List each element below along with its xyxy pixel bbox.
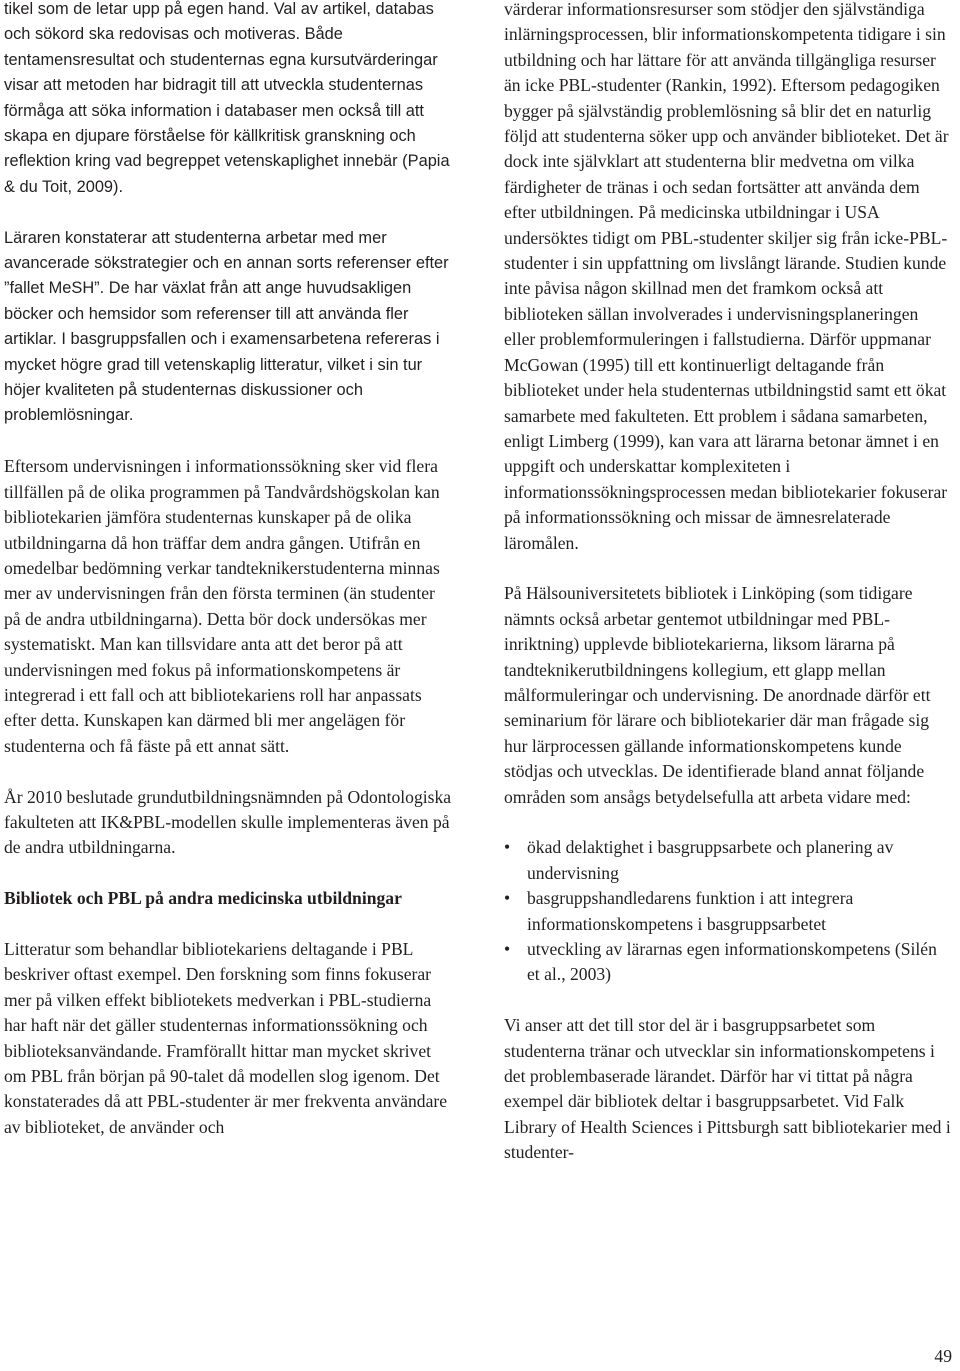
list-item: • ökad delaktighet i basgruppsarbete och planering av undervisning [504, 835, 952, 886]
paragraph: Eftersom undervisningen i informationssökning sker vid flera tillfällen på de olika programmen på Tandvårdshögskolan kan bibliotekarien jämföra studenternas kunskaper på de olika utbildningarna då hon träffar dem andra gången. Utifrån en omedelbar bedömning verkar tandteknikerstudenterna minnas mer av undervisningen från den första terminen (än studenter på de andra utbildningarna). Detta bör dock undersökas mer systematiskt. Man kan tillsvidare anta att det beror på att undervisningen med fokus på informationskompetens är integrerad i ett fall och att bibliotekariens roll har anpassats efter detta. Kunskapen kan därmed bli mer angelägen för studenterna och få fäste på ett annat sätt. [4, 456, 440, 756]
right-column [504, 0, 952, 1191]
paragraph: Läraren konstaterar att studenterna arbetar med mer avancerade sökstrategier och en annan sorts referenser efter ”fallet MeSH”. De har växlat från att ange huvudsakligen böcker och hemsidor som referenser till att använda fler artiklar. I basgruppsfallen och i examensarbetena refereras i mycket högre grad till vetenskaplig litteratur, vilket i sin tur höjer kvaliteten på studenternas diskussioner och problemlösningar. [4, 228, 449, 425]
paragraph: Litteratur som behandlar bibliotekariens deltagande i PBL beskriver oftast exempel. Den forskning som finns fokuserar mer på vilken effekt bibliotekets medverkan i PBL-studierna har haft när det gäller studenternas informationssökning och biblioteksanvändande. Framförallt hittar man mycket skrivet om PBL från början på 90-talet då modellen slog igenom. Det konstaterades då att PBL-studenter är mer frekventa användare av biblioteket, de använder och [4, 938, 448, 1137]
paragraph: På Hälsouniversitetets bibliotek i Linköping (som tidigare nämnts också arbetar gentemot utbildningar med PBL-inriktning) upplevde bibliotekarierna, liksom lärarna på tandteknikerutbildningens kollegium, ett glapp mellan målformuleringar och undervisning. De anordnade därför ett seminarium för lärare och bibliotekarier där man frågade sig hur lärprocessen gällande informationskompetens kunde stödjas och utvecklas. De identifierade bland annat följande områden som ansågs betydelsefulla att arbeta vidare med: [504, 583, 931, 807]
page-number: 49 [934, 1346, 952, 1366]
left-column [4, 0, 452, 1166]
list-item: • basgruppshandledarens funktion i att integrera informationskompetens i basgruppsarbetet [504, 886, 952, 937]
section-heading: Bibliotek och PBL på andra medicinska utbildningar [4, 888, 402, 909]
bullet-list [504, 835, 952, 987]
paragraph: Vi anser att det till stor del är i basgruppsarbetet som studenterna tränar och utvecklar sin informationskompetens i det problembaserade lärandet. Därför har vi tittat på några exempel där bibliotek deltar i basgruppsarbetet. Vid Falk Library of Health Sciences i Pittsburgh satt bibliotekarier med i studenter- [504, 1015, 951, 1163]
paragraph: värderar informationsresurser som stödjer den självständiga inlärningsprocessen, blir informationskompetenta tidigare i sin utbildning och har lättare för att använda tillgängliga resurser än icke PBL-studenter (Rankin, 1992). Eftersom pedagogiken bygger på självständig problemlösning så blir det en naturlig följd att studenterna söker upp och använder biblioteket. Det är dock inte självklart att studenterna blir medvetna om vilka färdigheter de tränas i och sedan fortsätter att använda dem efter utbildningen. På medicinska utbildningar i USA undersöktes tidigt om PBL-studenter skiljer sig från icke-PBL-studenter i sin uppfattning om livslångt lärande. Studien kunde inte påvisa någon skillnad men det framkom också att biblioteken sällan involverades i undervisningsplaneringen eller problemformuleringen i fallstudierna. Därför uppmanar McGowan (1995) till ett kontinuerligt deltagande från biblioteket under hela studenternas utbildningstid samt ett ökat samarbete med fakulteten. Ett problem i sådana samarbeten, enligt Limberg (1999), kan vara att lärarna betonar ämnet i en uppgift och underskattar komplexiteten i informationssökningsprocessen medan bibliotekarier fokuserar på informationssökning och missar de ämnesrelaterade läromålen. [504, 0, 949, 553]
paragraph: År 2010 beslutade grundutbildningsnämnden på Odontologiska fakulteten att IK&PBL-modellen skulle implementeras även på de andra utbildningarna. [4, 786, 452, 858]
list-item: • utveckling av lärarnas egen informationskompetens (Silén et al., 2003) [504, 937, 952, 988]
paragraph: tikel som de letar upp på egen hand. Val av artikel, databas och sökord ska redovisas och motiveras. Både tentamensresultat och studenternas egna kursutvärderingar visar att metoden har bidragit till att utveckla studenternas förmåga att söka information i databaser men också till att skapa en djupare förståelse för källkritisk granskning och reflektion kring vad begreppet vetenskaplighet innebär (Papia & du Toit, 2009). [4, 0, 450, 196]
